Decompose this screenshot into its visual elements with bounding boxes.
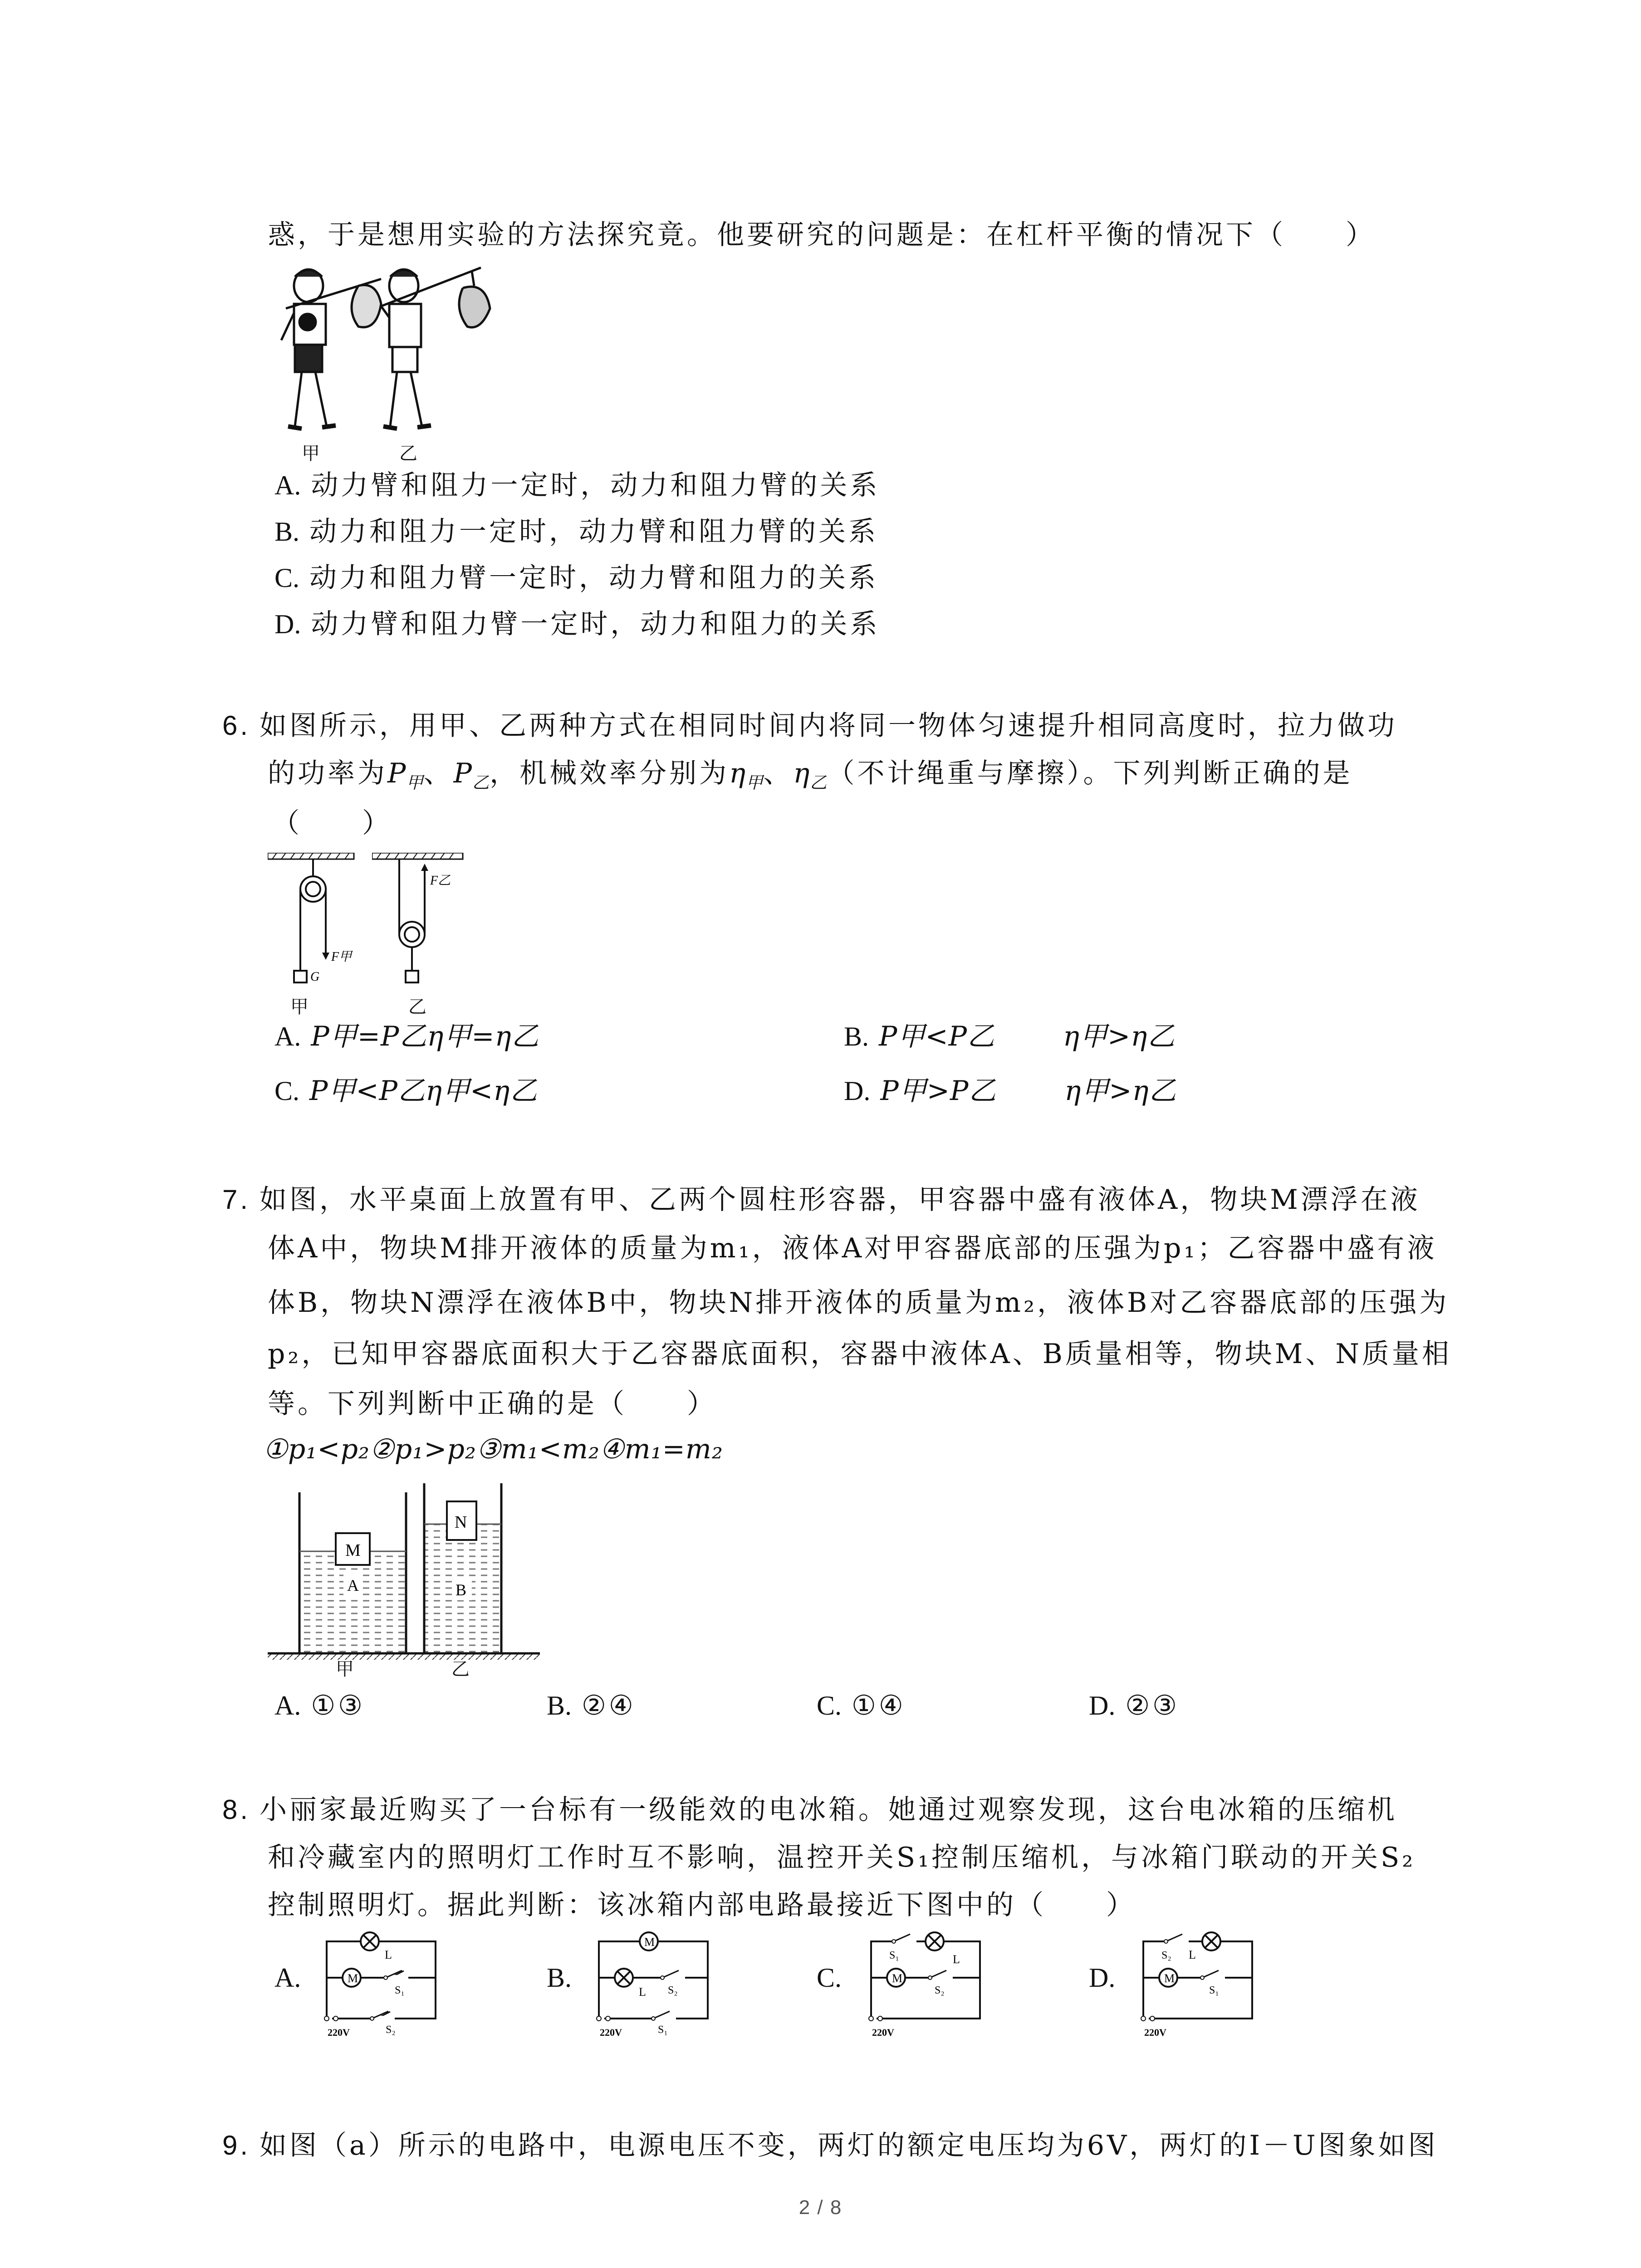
q6-fig-label-jia: 甲 <box>290 997 311 1017</box>
option-label: D. <box>1089 1691 1116 1721</box>
q6-text-2c: （不计绳重与摩擦）。下列判断正确的是 <box>827 758 1353 789</box>
question-number: 7. <box>222 1184 251 1215</box>
switch-s1-label: S₁ <box>889 1950 899 1961</box>
question-number: 8. <box>222 1794 251 1825</box>
q6-line-2: 的功率为$P_甲$、$P_乙$，机械效率分别为$\eta_甲$、$\eta_乙$（不计绳重与摩擦）。下列判断正确的是 <box>268 758 1353 792</box>
option-label: D. <box>1089 1963 1116 1993</box>
q6-text-2a: 的功率为 <box>268 758 387 789</box>
switch-s1-label: S₁ <box>658 2024 668 2036</box>
q7-figure-containers <box>268 1483 549 1674</box>
q6-line-3: （ ） <box>272 807 392 839</box>
q8-line-3: 控制照明灯。据此判断：该冰箱内部电路最接近下图中的（ ） <box>268 1889 1136 1921</box>
q8-option-a[interactable] <box>274 1960 311 1996</box>
block-m-label: M <box>345 1541 361 1560</box>
lamp-label: L <box>953 1953 960 1966</box>
motor-label: M <box>1164 1972 1175 1985</box>
q9-line-1 <box>222 2127 1438 2164</box>
switch-s2-label: S₂ <box>386 2024 396 2036</box>
lamp-label: L <box>385 1948 392 1961</box>
q8-option-d[interactable] <box>1089 1960 1125 1996</box>
option-label: B. <box>547 1963 572 1993</box>
q8-line-1 <box>222 1792 1397 1828</box>
switch-s2-label: S₂ <box>1161 1950 1171 1961</box>
option-label: B. <box>844 1022 869 1051</box>
option-label: D. <box>274 609 301 639</box>
liquid-a-label: A <box>347 1576 359 1594</box>
q5-fig-label-jia: 甲 <box>302 443 323 464</box>
option-label: A. <box>274 1022 301 1051</box>
option-label: B. <box>274 517 300 547</box>
q7-line-1 <box>222 1182 1421 1218</box>
pulley-force-label: F甲 <box>331 950 352 964</box>
question-number: 6. <box>222 710 251 741</box>
q8-circuit-c[interactable] <box>862 1928 989 2046</box>
q5-option-a[interactable] <box>274 467 880 503</box>
q8-text-1: 小丽家最近购买了一台标有一级能效的电冰箱。她通过观察发现，这台电冰箱的压缩机 <box>260 1794 1398 1826</box>
switch-s1-label: S₁ <box>1209 1984 1219 1996</box>
q7-option-a[interactable] <box>274 1687 365 1724</box>
q7-fig-label-yi: 乙 <box>451 1659 472 1680</box>
option-text: 动力臂和阻力臂一定时，动力和阻力的关系 <box>311 608 880 640</box>
q6-figure-pulleys <box>268 853 367 1002</box>
motor-label: M <box>644 1936 655 1949</box>
q6-option-c[interactable] <box>274 1073 538 1109</box>
pulley-force-label: F乙 <box>430 874 451 888</box>
q7-fig-label-jia: 甲 <box>336 1659 357 1680</box>
option-label: C. <box>274 563 300 593</box>
block-n-label: N <box>455 1513 467 1532</box>
voltage-label: 220V <box>600 2027 622 2038</box>
option-text: 动力和阻力一定时，动力臂和阻力臂的关系 <box>309 516 879 547</box>
option-label: A. <box>274 1963 301 1993</box>
motor-label: M <box>348 1972 358 1985</box>
q7-line-4: p₂，已知甲容器底面积大于乙容器底面积，容器中液体A、B质量相等，物块M、N质量相 <box>268 1338 1452 1370</box>
option-text: ①③ <box>311 1690 365 1721</box>
q6-text-2b: ，机械效率分别为 <box>490 758 730 789</box>
q6-figure-pulley-yi <box>372 853 476 1002</box>
switch-s1-label: S₁ <box>395 1984 405 1996</box>
q5-option-b[interactable] <box>274 513 878 550</box>
option-label: A. <box>274 1691 301 1721</box>
q9-text-1: 如图（a）所示的电路中，电源电压不变，两灯的额定电压均为6V，两灯的I－U图象如图 <box>260 2130 1438 2161</box>
option-text: P甲=P乙η甲=η乙 <box>311 1021 539 1052</box>
option-text: ②④ <box>582 1690 636 1721</box>
q8-circuit-d[interactable] <box>1134 1928 1261 2046</box>
option-text-right: η甲>η乙 <box>1064 1075 1177 1107</box>
pulley-jia-diagram <box>268 853 367 1002</box>
pulley-weight-label: G <box>310 970 320 984</box>
q7-line-3: 体B，物块N漂浮在液体B中，物块N排开液体的质量为m₂，液体B对乙容器底部的压强为 <box>268 1287 1450 1319</box>
switch-s2-label: S₂ <box>668 1984 678 1996</box>
option-text: P甲<P乙η甲<η乙 <box>309 1075 538 1107</box>
q6-option-d[interactable] <box>844 1073 1177 1109</box>
voltage-label: 220V <box>1144 2027 1166 2038</box>
option-label: D. <box>844 1076 871 1106</box>
page-number: 2 / 8 <box>798 2196 843 2219</box>
q6-fig-label-yi: 乙 <box>408 997 429 1017</box>
option-text-right: η甲>η乙 <box>1063 1021 1176 1052</box>
voltage-label: 220V <box>328 2027 350 2038</box>
lamp-label: L <box>639 1985 646 1999</box>
liquid-b-label: B <box>456 1581 467 1599</box>
option-label: C. <box>274 1076 300 1106</box>
q6-line-1 <box>222 708 1397 744</box>
q7-line-5: 等。下列判断中正确的是（ ） <box>268 1388 717 1420</box>
q7-line-6: ①p₁<p₂②p₁>p₂③m₁<m₂④m₁=m₂ <box>263 1433 723 1465</box>
q8-option-b[interactable] <box>547 1960 582 1996</box>
q7-line-2: 体A中，物块M排开液体的质量为m₁，液体A对甲容器底部的压强为p₁；乙容器中盛有液 <box>268 1232 1437 1264</box>
q6-option-a[interactable] <box>274 1018 539 1055</box>
option-text: P甲<P乙 <box>879 1021 995 1052</box>
q6-option-b[interactable] <box>844 1018 1175 1055</box>
lamp-label: L <box>1189 1948 1196 1961</box>
q5-option-d[interactable] <box>274 606 880 642</box>
q7-option-d[interactable] <box>1089 1687 1180 1724</box>
option-text: 动力臂和阻力一定时，动力和阻力臂的关系 <box>311 469 880 501</box>
voltage-label: 220V <box>872 2027 894 2038</box>
q5-fig-label-yi: 乙 <box>399 443 420 464</box>
option-label: B. <box>547 1691 572 1721</box>
q7-option-c[interactable] <box>817 1687 906 1724</box>
q5-intro: 惑，于是想用实验的方法探究竟。他要研究的问题是：在杠杆平衡的情况下（ ） <box>268 219 1376 251</box>
motor-label: M <box>892 1972 903 1985</box>
q8-circuit-a[interactable] <box>318 1928 445 2046</box>
q8-option-c[interactable] <box>817 1960 852 1996</box>
option-text: ②③ <box>1125 1690 1180 1721</box>
q6-text-1: 如图所示，用甲、乙两种方式在相同时间内将同一物体匀速提升相同高度时，拉力做功 <box>260 710 1398 742</box>
q7-text-1: 如图，水平桌面上放置有甲、乙两个圆柱形容器，甲容器中盛有液体A，物块M漂浮在液 <box>260 1184 1421 1216</box>
q8-line-2: 和冷藏室内的照明灯工作时互不影响，温控开关S₁控制压缩机，与冰箱门联动的开关S₂ <box>268 1842 1416 1873</box>
option-label: C. <box>817 1963 842 1993</box>
q7-option-b[interactable] <box>547 1687 636 1724</box>
switch-s2-label: S₂ <box>935 1984 945 1996</box>
option-label: C. <box>817 1691 842 1721</box>
option-text: 动力和阻力臂一定时，动力臂和阻力的关系 <box>309 562 879 594</box>
option-text: ①④ <box>852 1690 906 1721</box>
option-text: P甲>P乙 <box>880 1075 997 1107</box>
q8-circuit-b[interactable] <box>590 1928 717 2046</box>
q5-option-c[interactable] <box>274 560 878 596</box>
option-label: A. <box>274 470 301 500</box>
question-number: 9. <box>222 2130 251 2160</box>
